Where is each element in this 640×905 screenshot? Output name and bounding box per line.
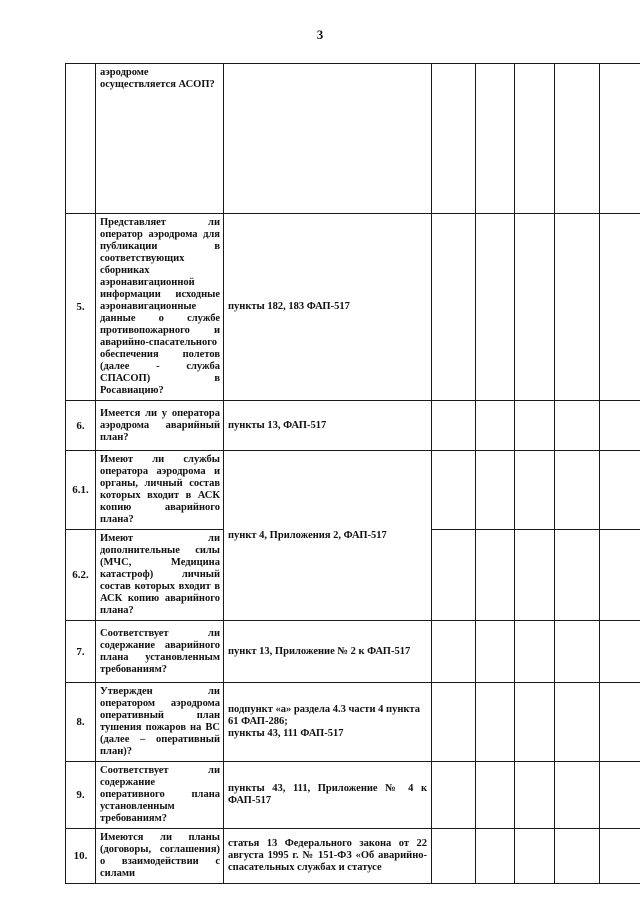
- answer-cell-na: [515, 530, 555, 621]
- reference-text: пункт 4, Приложения 2, ФАП-517: [224, 451, 432, 621]
- answer-cell-extra: [555, 829, 600, 884]
- question-text: Соответствует ли содержание аварийного плана установленным требованиям?: [96, 621, 224, 683]
- answer-cell-no: [476, 621, 515, 683]
- answer-cell-na: [515, 401, 555, 451]
- table-row: [66, 451, 640, 530]
- reference-text: [224, 64, 432, 214]
- question-text: Утвержден ли оператором аэродрома оперативный план тушения пожаров на ВС (далее – оперативный план)?: [96, 683, 224, 762]
- row-number: 7.: [66, 621, 96, 683]
- notes-cell: [600, 621, 640, 683]
- question-text: Имеют ли службы оператора аэродрома и органы, личный состав которых входит в АСК копию аварийного плана?: [96, 451, 224, 530]
- answer-cell-extra: [555, 451, 600, 530]
- table-row: [66, 64, 640, 214]
- reference-text: пункт 13, Приложение № 2 к ФАП-517: [224, 621, 432, 683]
- answer-cell-no: [476, 829, 515, 884]
- answer-cell-na: [515, 621, 555, 683]
- table-row: [66, 762, 640, 829]
- reference-text: подпункт «а» раздела 4.3 части 4 пункта 61 ФАП-286; пункты 43, 111 ФАП-517: [224, 683, 432, 762]
- question-text: Имеется ли у оператора аэродрома аварийный план?: [96, 401, 224, 451]
- answer-cell-no: [476, 401, 515, 451]
- notes-cell: [600, 829, 640, 884]
- answer-cell-yes: [432, 214, 476, 401]
- question-text: аэродроме осуществляется АСОП?: [96, 64, 224, 214]
- row-number: 8.: [66, 683, 96, 762]
- answer-cell-yes: [432, 530, 476, 621]
- answer-cell-na: [515, 762, 555, 829]
- row-number: [66, 64, 96, 214]
- answer-cell-yes: [432, 64, 476, 214]
- table-row: [66, 829, 640, 884]
- answer-cell-na: [515, 451, 555, 530]
- answer-cell-extra: [555, 621, 600, 683]
- answer-cell-na: [515, 214, 555, 401]
- reference-text: пункты 13, ФАП-517: [224, 401, 432, 451]
- answer-cell-no: [476, 64, 515, 214]
- answer-cell-no: [476, 451, 515, 530]
- answer-cell-yes: [432, 451, 476, 530]
- reference-text: пункты 43, 111, Приложение № 4 к ФАП-517: [224, 762, 432, 829]
- answer-cell-no: [476, 762, 515, 829]
- row-number: 9.: [66, 762, 96, 829]
- question-text: Представляет ли оператор аэродрома для публикации в соответствующих сборниках аэронавигационной информации исходные аэронавигационные данные о службе противопожарного и аварийно-спасательного обеспечения полетов (далее - служба СПАСОП) в Росавиацию?: [96, 214, 224, 401]
- answer-cell-extra: [555, 214, 600, 401]
- notes-cell: [600, 451, 640, 530]
- row-number: 6.1.: [66, 451, 96, 530]
- answer-cell-yes: [432, 762, 476, 829]
- answer-cell-extra: [555, 64, 600, 214]
- notes-cell: [600, 683, 640, 762]
- answer-cell-no: [476, 530, 515, 621]
- answer-cell-yes: [432, 829, 476, 884]
- page-number: 3: [316, 27, 324, 42]
- question-text: Имеют ли дополнительные силы (МЧС, Медицина катастроф) личный состав которых входит в АСК копию аварийного плана?: [96, 530, 224, 621]
- row-number: 5.: [66, 214, 96, 401]
- row-number: 6.: [66, 401, 96, 451]
- notes-cell: [600, 64, 640, 214]
- row-number: 10.: [66, 829, 96, 884]
- notes-cell: [600, 401, 640, 451]
- answer-cell-na: [515, 683, 555, 762]
- answer-cell-no: [476, 683, 515, 762]
- answer-cell-extra: [555, 401, 600, 451]
- answer-cell-no: [476, 214, 515, 401]
- notes-cell: [600, 214, 640, 401]
- question-text: Имеются ли планы (договоры, соглашения) о взаимодействии с силами: [96, 829, 224, 884]
- notes-cell: [600, 530, 640, 621]
- answer-cell-extra: [555, 530, 600, 621]
- notes-cell: [600, 762, 640, 829]
- table-row: [66, 621, 640, 683]
- table-row: [66, 683, 640, 762]
- answer-cell-yes: [432, 401, 476, 451]
- row-number: 6.2.: [66, 530, 96, 621]
- answer-cell-extra: [555, 762, 600, 829]
- checklist-table: [65, 63, 640, 884]
- answer-cell-na: [515, 829, 555, 884]
- answer-cell-na: [515, 64, 555, 214]
- table-row: [66, 214, 640, 401]
- answer-cell-yes: [432, 621, 476, 683]
- reference-text: статья 13 Федерального закона от 22 августа 1995 г. № 151-ФЗ «Об аварийно-спасательных службах и статусе: [224, 829, 432, 884]
- question-text: Соответствует ли содержание оперативного плана установленным требованиям?: [96, 762, 224, 829]
- reference-text: пункты 182, 183 ФАП-517: [224, 214, 432, 401]
- table-row: [66, 401, 640, 451]
- answer-cell-yes: [432, 683, 476, 762]
- answer-cell-extra: [555, 683, 600, 762]
